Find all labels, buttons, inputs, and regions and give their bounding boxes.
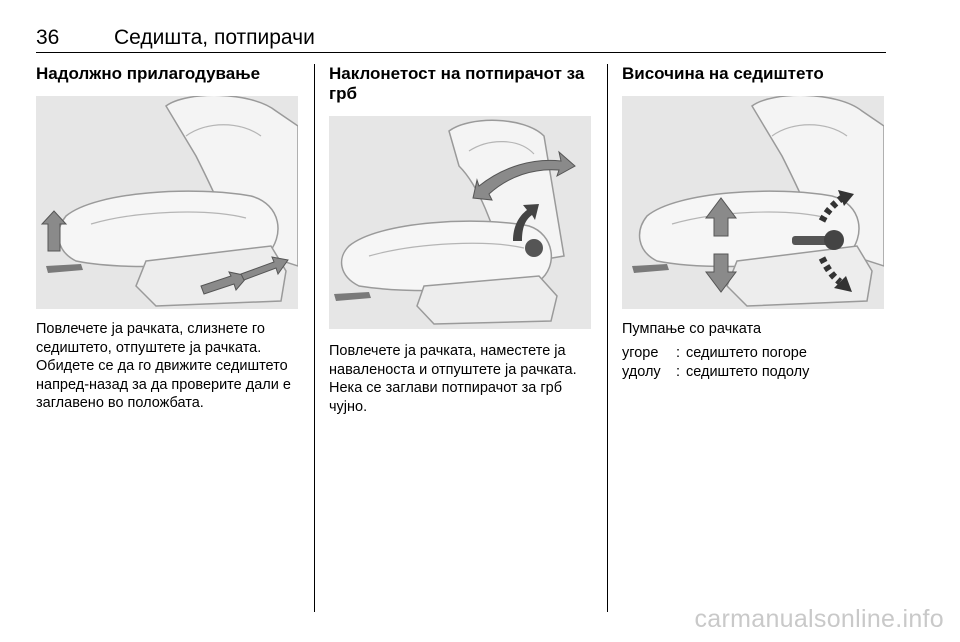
definition-desc: седиштето погоре (686, 345, 807, 361)
release-lever (46, 264, 83, 273)
section-title-longitudinal: Надолжно прилагодување (36, 64, 261, 83)
definition-list (622, 344, 887, 381)
section-seat-height (622, 64, 887, 380)
column-divider-2 (607, 64, 608, 612)
column-divider-1 (314, 64, 315, 612)
seat-longitudinal-drawing (36, 96, 298, 309)
definition-desc: седиштето подолу (686, 363, 810, 380)
section-text-backrest: Повлечете ја рачката, наместете ја наваленоста и отпуштете ја рачката. Нека се заглави потпирачот за грб чујно. (329, 343, 577, 415)
page-header (36, 26, 886, 53)
seat-illustration-height (622, 96, 884, 309)
definition-row-up (622, 344, 887, 363)
section-intro-height: Пумпање со рачката (622, 321, 762, 337)
section-title-backrest: Наклонетост на потпирачот за грб (329, 64, 585, 103)
seat-backrest-drawing (329, 116, 591, 329)
page-number: 36 (36, 26, 60, 49)
definition-row-down (622, 363, 887, 382)
definition-term: удолу (622, 363, 661, 380)
watermark: carmanualsonline.info (694, 605, 944, 633)
pump-knob (824, 230, 844, 250)
section-longitudinal-adjustment (36, 64, 301, 411)
front-bar (334, 292, 371, 301)
section-backrest-recline (329, 64, 594, 415)
definition-term: угоре (622, 345, 659, 361)
definition-separator: : (675, 345, 681, 361)
recline-knob (525, 239, 543, 257)
running-title: Седишта, потпирачи (114, 26, 315, 49)
seat-illustration-longitudinal (36, 96, 298, 309)
definition-separator: : (675, 363, 681, 380)
section-title-height: Височина на седиштето (622, 64, 824, 83)
section-text-longitudinal: Повлечете ја рачката, слизнете го седиштето, отпуштете ја рачката. Обидете се да го движите седиштето напред-назад за да проверите дали е заглавено во положбата. (36, 321, 291, 411)
seat-height-drawing (622, 96, 884, 309)
front-bar (632, 264, 669, 273)
seat-illustration-backrest (329, 116, 591, 329)
